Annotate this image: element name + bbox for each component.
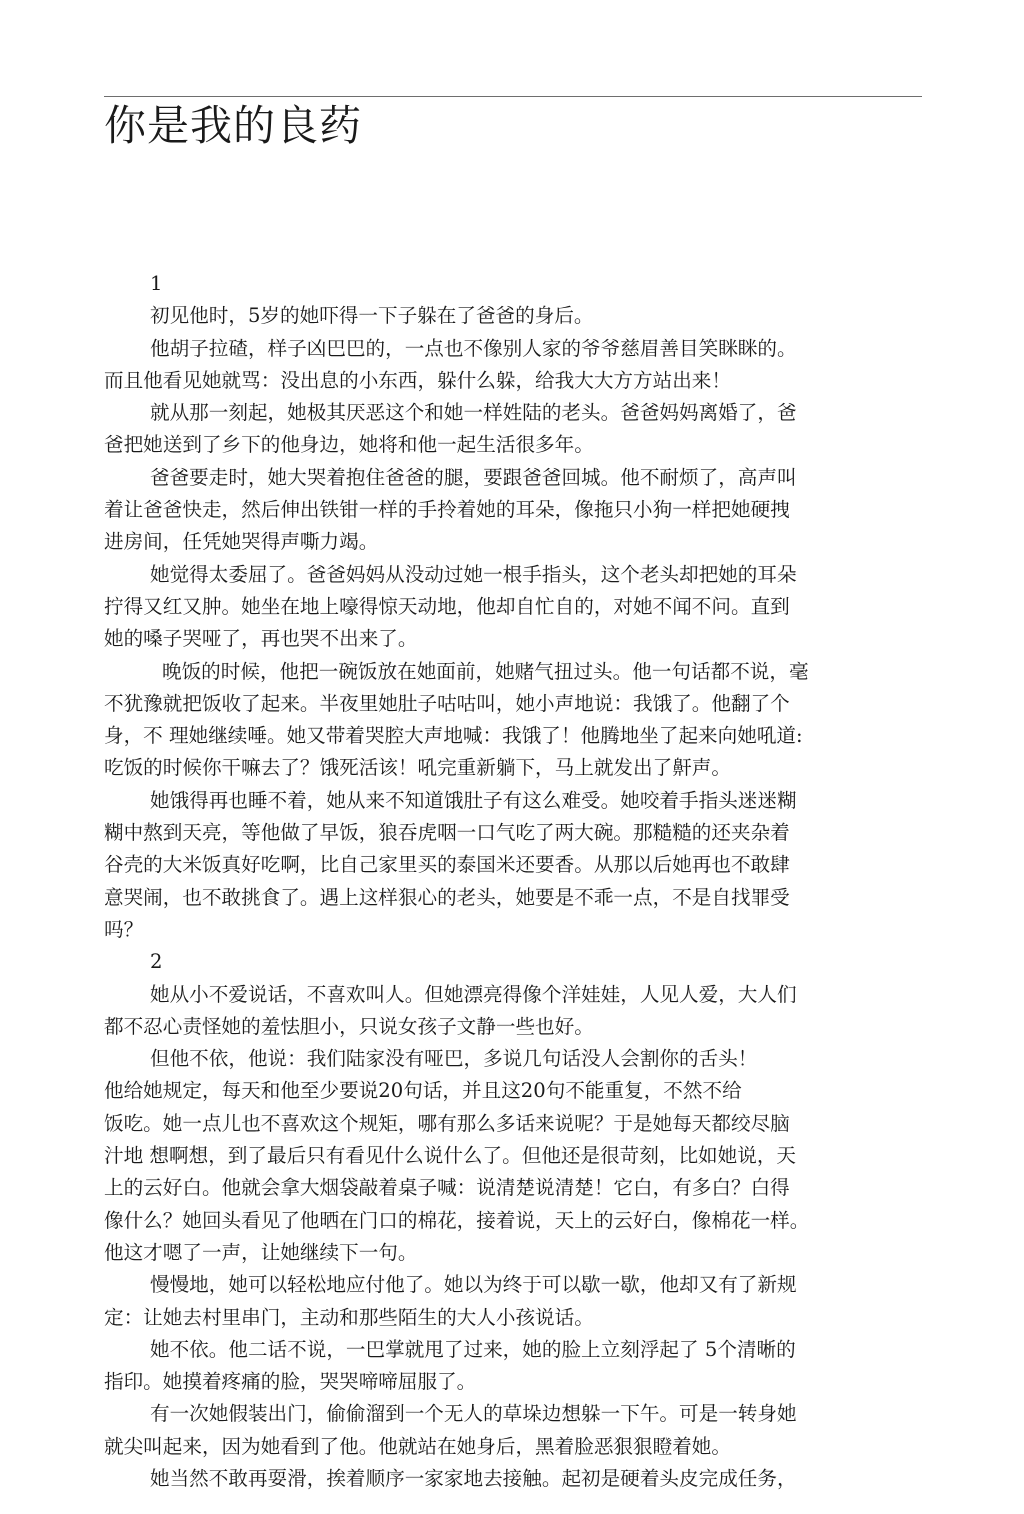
text-line: 不犹豫就把饭收了起来。半夜里她肚子咕咕叫，她小声地说：我饿了。他翻了个 [104,691,790,715]
text-line: 意哭闹，也不敢挑食了。遇上这样狠心的老头，她要是不乖一点，不是自找罪受 [104,885,790,909]
text-line: 爸把她送到了乡下的他身边，她将和他一起生活很多年。 [104,433,594,457]
text-line: 他给她规定，每天和他至少要说20句话，并且这20句不能重复，不然不给 [104,1079,742,1103]
document-body [104,268,904,1495]
text-line: 爸爸要走时，她大哭着抱住爸爸的腿，要跟爸爸回城。他不耐烦了，高声叫 [150,465,797,489]
text-line: 她的嗓子哭哑了，再也哭不出来了。 [104,627,418,651]
text-line: 慢慢地，她可以轻松地应付他了。她以为终于可以歇一歇，他却又有了新规 [150,1273,797,1297]
text-line: 而且他看见她就骂：没出息的小东西，躲什么躲，给我大大方方站出来！ [104,368,731,392]
text-line: 有一次她假装出门，偷偷溜到一个无人的草垛边想躲一下午。可是一转身她 [150,1402,797,1426]
text-line: 就从那一刻起，她极其厌恶这个和她一样姓陆的老头。爸爸妈妈离婚了，爸 [150,401,797,425]
text-line: 她觉得太委屈了。爸爸妈妈从没动过她一根手指头，这个老头却把她的耳朵 [150,562,797,586]
text-line: 都不忍心责怪她的羞怯胆小，只说女孩子文静一些也好。 [104,1014,594,1038]
text-line: 进房间，任凭她哭得声嘶力竭。 [104,530,379,554]
text-line: 上的云好白。他就会拿大烟袋敲着桌子喊：说清楚说清楚！它白，有多白？白得 [104,1176,790,1200]
text-line: 初见他时，5岁的她吓得一下子躲在了爸爸的身后。 [150,304,594,328]
text-line: 汁地 想啊想，到了最后只有看见什么说什么了。但他还是很苛刻，比如她说，天 [104,1144,797,1168]
text-line: 吃饭的时候你干嘛去了？饿死活该！吼完重新躺下，马上就发出了鼾声。 [104,756,731,780]
text-line: 身，不 理她继续唾。她又带着哭腔大声地喊：我饿了！他腾地坐了起来向她吼道: [104,724,803,748]
text-line: 饭吃。她一点儿也不喜欢这个规矩，哪有那么多话来说呢？于是她每天都绞尽脑 [104,1111,790,1135]
text-line: 她当然不敢再耍滑，挨着顺序一家家地去接触。起初是硬着头皮完成任务， [150,1466,797,1490]
text-line: 2 [150,950,163,974]
text-line: 糊中熬到天亮，等他做了早饭，狼吞虎咽一口气吃了两大碗。那糙糙的还夹杂着 [104,821,790,845]
text-line: 吗？ [104,917,144,941]
text-line: 像什么？她回头看见了他晒在门口的棉花，接着说，天上的云好白，像棉花一样。 [104,1208,810,1232]
text-line: 但他不依，他说：我们陆家没有哑巴，多说几句话没人会割你的舌头！ [150,1047,758,1071]
text-line: 就尖叫起来，因为她看到了他。他就站在她身后，黑着脸恶狠狠瞪着她。 [104,1434,731,1458]
text-line: 他胡子拉碴，样子凶巴巴的，一点也不像别人家的爷爷慈眉善目笑眯眯的。 [150,336,797,360]
text-line: 指印。她摸着疼痛的脸，哭哭啼啼屈服了。 [104,1370,477,1394]
text-line: 拧得又红又肿。她坐在地上嚎得惊天动地，他却自忙自的，对她不闻不问。直到 [104,594,790,618]
text-line: 1 [150,272,163,295]
top-rule [104,96,922,97]
text-line: 她从小不爱说话，不喜欢叫人。但她漂亮得像个洋娃娃，人见人爱，大人们 [150,982,797,1006]
text-line: 谷壳的大米饭真好吃啊，比自己家里买的泰国米还要香。从那以后她再也不敢肆 [104,853,790,877]
text-line: 着让爸爸快走，然后伸出铁钳一样的手拎着她的耳朵，像拖只小狗一样把她硬拽 [104,498,790,522]
document-title: 你是我的良药 [104,101,363,150]
text-line: 她饿得再也睡不着，她从来不知道饿肚子有这么难受。她咬着手指头迷迷糊 [150,788,797,812]
text-line: 晚饭的时候，他把一碗饭放在她面前，她赌气扭过头。他一句话都不说，毫 [162,659,809,683]
text-line: 她不依。他二话不说，一巴掌就甩了过来，她的脸上立刻浮起了 5个清晰的 [150,1337,796,1361]
text-line: 他这才嗯了一声，让她继续下一句。 [104,1240,418,1264]
text-line: 定：让她去村里串门，主动和那些陌生的大人小孩说话。 [104,1305,594,1329]
